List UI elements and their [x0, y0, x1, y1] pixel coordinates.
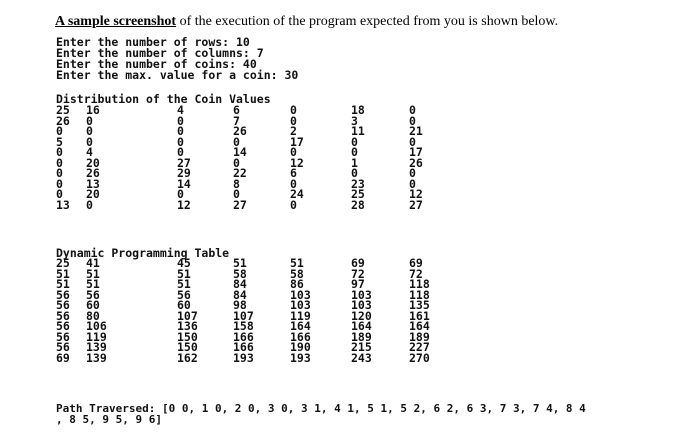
dp-table-cell: 103 — [290, 287, 311, 302]
dp-table-cell: 25 — [56, 256, 70, 270]
dp-table-cell: 51 — [177, 266, 191, 281]
dp-table-cell: 120 — [351, 308, 372, 323]
distribution-cell: 22 — [233, 166, 247, 180]
distribution-cell: 14 — [177, 176, 191, 191]
dp-table-cell: 193 — [233, 350, 254, 365]
dp-table-cell: 189 — [351, 329, 372, 344]
distribution-cell: 0 — [56, 145, 63, 159]
dp-table-cell: 69 — [351, 256, 365, 270]
distribution-cell: 0 — [351, 166, 358, 180]
prompt-columns: Enter the number of columns: 7 — [56, 46, 264, 60]
distribution-cell: 0 — [177, 124, 184, 138]
dp-table-cell: 56 — [177, 287, 191, 302]
dp-table-cell: 58 — [290, 266, 304, 281]
distribution-cell: 28 — [351, 197, 365, 212]
dp-table-cell: 150 — [177, 329, 198, 344]
dp-table-title: Dynamic Programming Table — [56, 246, 230, 260]
distribution-cell: 0 — [177, 134, 184, 149]
dp-table-cell: 51 — [86, 277, 100, 291]
dp-table-cell: 136 — [177, 319, 198, 333]
dp-table-cell: 166 — [233, 329, 254, 344]
intro-rest-text: of the execution of the program expected from you is shown below. — [176, 14, 559, 29]
dp-table-cell: 164 — [351, 319, 372, 333]
dp-table-cell: 97 — [351, 277, 365, 291]
distribution-cell: 0 — [290, 113, 297, 128]
dp-table-cell: 56 — [56, 340, 70, 354]
distribution-cell: 0 — [86, 134, 93, 149]
dp-table-cell: 56 — [56, 319, 70, 333]
dp-table-cell: 135 — [409, 298, 430, 312]
distribution-cell: 25 — [351, 187, 365, 201]
dp-table-cell: 119 — [290, 308, 311, 323]
distribution-cell: 21 — [409, 124, 423, 138]
dp-table-cell: 41 — [86, 256, 100, 270]
dp-table-cell: 164 — [290, 319, 311, 333]
distribution-cell: 0 — [233, 187, 240, 201]
distribution-cell: 0 — [56, 187, 63, 201]
distribution-cell: 24 — [290, 187, 304, 201]
dp-table-cell: 107 — [233, 308, 254, 323]
dp-table-cell: 51 — [86, 266, 100, 281]
distribution-cell: 0 — [86, 197, 93, 212]
dp-table-cell: 51 — [233, 256, 247, 270]
dp-table-cell: 72 — [409, 266, 423, 281]
distribution-cell: 6 — [233, 103, 240, 117]
dp-table-cell: 103 — [290, 298, 311, 312]
dp-table-cell: 56 — [56, 308, 70, 323]
dp-table-cell: 139 — [86, 350, 107, 365]
dp-table-cell: 51 — [56, 266, 70, 281]
distribution-cell: 26 — [233, 124, 247, 138]
dp-table-cell: 72 — [351, 266, 365, 281]
dp-table-cell: 118 — [409, 287, 430, 302]
dp-table-cell: 193 — [290, 350, 311, 365]
distribution-cell: 23 — [351, 176, 365, 191]
dp-table-cell: 84 — [233, 277, 247, 291]
distribution-cell: 0 — [409, 176, 416, 191]
prompt-max-value: Enter the max. value for a coin: 30 — [56, 68, 299, 82]
distribution-cell: 26 — [86, 166, 100, 180]
dp-table-cell: 270 — [409, 350, 430, 365]
distribution-cell: 0 — [409, 113, 416, 128]
dp-table-cell: 84 — [233, 287, 247, 302]
distribution-cell: 0 — [290, 103, 297, 117]
distribution-cell: 0 — [56, 176, 63, 191]
dp-table-cell: 56 — [86, 287, 100, 302]
distribution-cell: 20 — [86, 155, 100, 170]
distribution-cell: 0 — [409, 134, 416, 149]
dp-table-cell: 51 — [56, 277, 70, 291]
distribution-cell: 12 — [409, 187, 423, 201]
intro-link-text: A sample screenshot — [55, 14, 177, 29]
distribution-cell: 27 — [177, 155, 191, 170]
distribution-cell: 0 — [233, 155, 240, 170]
distribution-cell: 4 — [86, 145, 93, 159]
distribution-cell: 0 — [409, 103, 416, 117]
distribution-cell: 8 — [233, 176, 240, 191]
dp-table-cell: 86 — [290, 277, 304, 291]
distribution-cell: 0 — [351, 145, 358, 159]
path-traversed-line-2: , 8 5, 9 5, 9 6] — [56, 413, 162, 426]
distribution-cell: 27 — [409, 197, 423, 212]
distribution-cell: 0 — [86, 113, 93, 128]
distribution-cell: 17 — [290, 134, 304, 149]
dp-table-cell: 51 — [177, 277, 191, 291]
dp-table-cell: 56 — [56, 298, 70, 312]
distribution-cell: 27 — [233, 197, 247, 212]
dp-table-cell: 56 — [56, 287, 70, 302]
dp-table-cell: 118 — [409, 277, 430, 291]
distribution-cell: 13 — [86, 176, 100, 191]
dp-table-cell: 161 — [409, 308, 430, 323]
dp-table-cell: 215 — [351, 340, 372, 354]
distribution-cell: 0 — [233, 134, 240, 149]
dp-table-cell: 166 — [290, 329, 311, 344]
dp-table-cell: 103 — [351, 298, 372, 312]
dp-table-cell: 107 — [177, 308, 198, 323]
dp-table-cell: 150 — [177, 340, 198, 354]
dp-table-cell: 69 — [409, 256, 423, 270]
distribution-cell: 26 — [409, 155, 423, 170]
dp-table-cell: 80 — [86, 308, 100, 323]
dp-table-cell: 227 — [409, 340, 430, 354]
distribution-title: Distribution of the Coin Values — [56, 92, 271, 106]
dp-table-cell: 164 — [409, 319, 430, 333]
dp-table-cell: 189 — [409, 329, 430, 344]
distribution-cell: 0 — [56, 124, 63, 138]
dp-table-cell: 190 — [290, 340, 311, 354]
distribution-cell: 25 — [56, 103, 70, 117]
dp-table-cell: 166 — [233, 340, 254, 354]
dp-table-cell: 103 — [351, 287, 372, 302]
distribution-cell: 7 — [233, 113, 240, 128]
distribution-cell: 17 — [409, 145, 423, 159]
distribution-cell: 4 — [177, 103, 184, 117]
distribution-cell: 0 — [290, 197, 297, 212]
intro-sentence — [55, 14, 558, 30]
distribution-cell: 20 — [86, 187, 100, 201]
dp-table-cell: 56 — [56, 329, 70, 344]
distribution-cell: 0 — [56, 155, 63, 170]
distribution-cell: 0 — [86, 124, 93, 138]
distribution-cell: 2 — [290, 124, 297, 138]
distribution-cell: 0 — [290, 145, 297, 159]
distribution-cell: 0 — [351, 134, 358, 149]
console-output — [56, 33, 676, 433]
dp-table-cell: 119 — [86, 329, 107, 344]
distribution-cell: 16 — [86, 103, 100, 117]
distribution-cell: 14 — [233, 145, 247, 159]
dp-table-cell: 162 — [177, 350, 198, 365]
distribution-cell: 0 — [409, 166, 416, 180]
distribution-cell: 3 — [351, 113, 358, 128]
dp-table-cell: 139 — [86, 340, 107, 354]
dp-table-cell: 158 — [233, 319, 254, 333]
dp-table-cell: 60 — [177, 298, 191, 312]
distribution-cell: 12 — [177, 197, 191, 212]
distribution-cell: 0 — [177, 145, 184, 159]
dp-table-cell: 98 — [233, 298, 247, 312]
distribution-cell: 0 — [290, 176, 297, 191]
prompt-rows: Enter the number of rows: 10 — [56, 35, 250, 49]
distribution-cell: 29 — [177, 166, 191, 180]
distribution-cell: 18 — [351, 103, 365, 117]
dp-table-cell: 51 — [290, 256, 304, 270]
distribution-cell: 26 — [56, 113, 70, 128]
distribution-cell: 12 — [290, 155, 304, 170]
distribution-cell: 13 — [56, 197, 70, 212]
distribution-cell: 5 — [56, 134, 63, 149]
dp-table-cell: 243 — [351, 350, 372, 365]
distribution-cell: 1 — [351, 155, 358, 170]
dp-table-cell: 69 — [56, 350, 70, 365]
dp-table-cell: 58 — [233, 266, 247, 281]
distribution-cell: 0 — [177, 113, 184, 128]
distribution-cell: 11 — [351, 124, 365, 138]
distribution-cell: 6 — [290, 166, 297, 180]
path-traversed-line-1: Path Traversed: [0 0, 1 0, 2 0, 3 0, 3 1, 4 1, 5 1, 5 2, 6 2, 6 3, 7 3, 7 4, 8 4 — [56, 402, 586, 415]
distribution-cell: 0 — [177, 187, 184, 201]
distribution-cell: 0 — [56, 166, 63, 180]
dp-table-cell: 60 — [86, 298, 100, 312]
prompt-coins: Enter the number of coins: 40 — [56, 57, 257, 71]
dp-table-cell: 45 — [177, 256, 191, 270]
dp-table-cell: 106 — [86, 319, 107, 333]
